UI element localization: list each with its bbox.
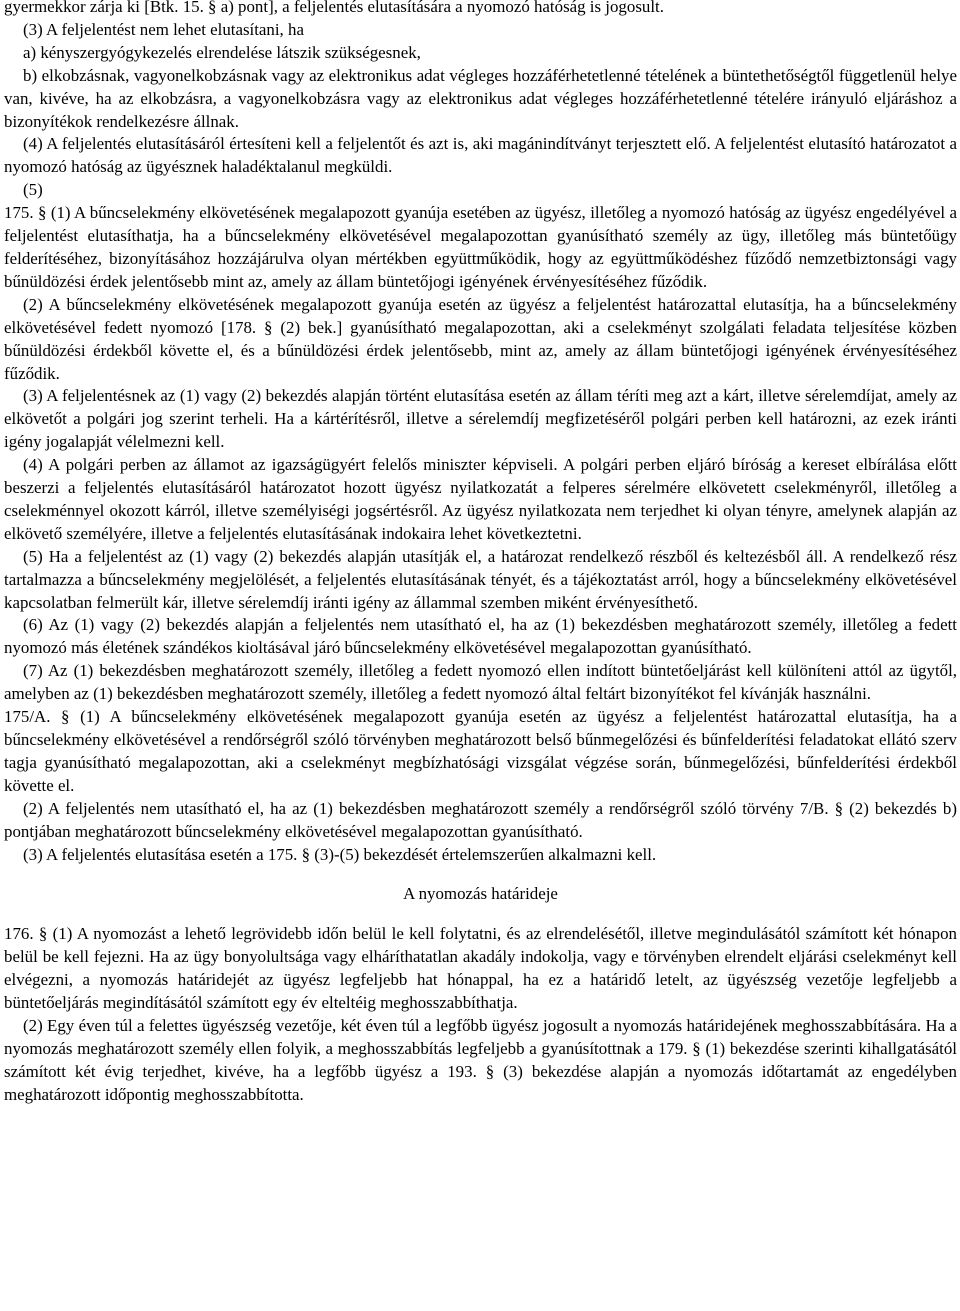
paragraph: gyermekkor zárja ki [Btk. 15. § a) pont], a feljelentés elutasítására a nyomozó hatóság is jogosult.	[4, 0, 664, 16]
paragraph: (6) Az (1) vagy (2) bekezdés alapján a feljelentés nem utasítható el, ha az (1) bekezdésben meghatározott személy, illetőleg a fedett nyomozó más életének szándékos kioltásával járó bűncselekmény elkövetésével megalapozottan gyanúsítható.	[4, 615, 957, 658]
paragraph: (2) Egy éven túl a felettes ügyészség vezetője, két éven túl a legfőbb ügyész jogosult a nyomozás határidejének meghosszabbítására. Ha a nyomozás meghatározott személy ellen folyik, a meghosszabbítás legfeljebb a gyanúsítottnak a 179. § (1) bekezdése szerinti kihallgatásától számított két évig terjedhet, kivéve, ha a legfőbb ügyész a 193. § (3) bekezdése alapján a nyomozás időtartamát az engedélyben meghatározott időpontig meghosszabbította.	[4, 1015, 957, 1104]
paragraph: (3) A feljelentést nem lehet elutasítani, ha	[23, 19, 304, 39]
paragraph: a) kényszergyógykezelés elrendelése látszik szükségesnek,	[23, 42, 421, 62]
section-body-before-heading	[4, 0, 957, 866]
paragraph: (4) A polgári perben az államot az igazságügyért felelős miniszter képviseli. A polgári perben eljáró bíróság a kereset elbírálása előtt beszerzi a feljelentés elutasításáról határozatot hozott ügyész nyilatkozatát a felperes sérelmére elkövetett cselekményről, illetőleg a cselekménnyel okozott kárról, illetve személyiségi jogsértésről. Az ügyész nyilatkozata nem terjedhet ki olyan tényre, amelynek alapján az elkövető személyére, illetve a feljelentés elutasításának indokaira lehet következtetni.	[4, 455, 957, 543]
paragraph: 175. § (1) A bűncselekmény elkövetésének megalapozott gyanúja esetében az ügyész, illetőleg a nyomozó hatóság az ügyész engedélyével a feljelentést elutasíthatja, ha a bűncselekmény elkövetésével megalapozottan gyanúsítható személy az ügy, illetőleg más büntetőügy felderítéséhez, bizonyításához hozzájárulva olyan mértékben együttműködik, hogy az együttműködéshez fűződő nemzetbiztonsági vagy bűnüldözési érdek jelentősebb mint az, amely az állam büntetőjogi igényének érvényesítéséhez fűződik.	[4, 203, 957, 291]
section-body-after-heading	[4, 923, 957, 1106]
section-heading: A nyomozás határideje	[403, 884, 558, 904]
paragraph: b) elkobzásnak, vagyonelkobzásnak vagy az elektronikus adat végleges hozzáférhetetlenné tételének a büntethetőségtől függetlenül helye van, kivéve, ha az elkobzásra, a vagyonelkobzásra vagy az elektronikus adat végleges hozzáférhetetlenné tételére irányuló eljáráshoz a bizonyítékok rendelkezésre állnak.	[4, 65, 957, 131]
paragraph: (3) A feljelentés elutasítása esetén a 175. § (3)-(5) bekezdését értelemszerűen alkalmazni kell.	[23, 844, 657, 864]
paragraph: (5) Ha a feljelentést az (1) vagy (2) bekezdés alapján utasítják el, a határozat rendelkező részből és keltezésből áll. A rendelkező rész tartalmazza a bűncselekmény megjelölését, a feljelentés elutasításának tényét, és a tájékoztatást arról, hogy a bűncselekmény elkövetésével kapcsolatban felmerült kár, illetve sérelemdíj iránti igény az állammal szemben miként érvényesíthető.	[4, 546, 957, 612]
paragraph: 176. § (1) A nyomozást a lehető legrövidebb időn belül le kell folytatni, és az elrendelésétől, illetve megindulásától számított két hónapon belül be kell fejezni. Ha az ügy bonyolultsága vagy elháríthatatlan akadály indokolja, vagy e törvényben elrendelt eljárási cselekményt kell elvégezni, a nyomozás határidejét az ügyész legfeljebb hat hónappal, ha ez a határidő letelt, az ügyészség vezetője legfeljebb a büntetőeljárás megindításától számított egy év elteltéig meghosszabbíthatja.	[4, 924, 957, 1013]
paragraph: (7) Az (1) bekezdésben meghatározott személy, illetőleg a fedett nyomozó ellen indított büntetőeljárást kell különíteni attól az ügytől, amelyben az (1) bekezdésben meghatározott személy, illetőleg a fedett nyomozó által feltárt bizonyítékot fel kívánják használni.	[4, 661, 957, 704]
paragraph: 175/A. § (1) A bűncselekmény elkövetésének megalapozott gyanúja esetén az ügyész a feljelentést határozattal elutasítja, ha a bűncselekmény elkövetésével a rendőrségről szóló törvényben meghatározott belső bűnmegelőzési és bűnfelderítési feladatokat ellátó szerv tagja gyanúsítható megalapozottan, aki a cselekményt megbízhatósági vizsgálat végzése során, bűnmegelőzési, bűnfelderítési érdekből követte el.	[4, 707, 957, 795]
paragraph: (4) A feljelentés elutasításáról értesíteni kell a feljelentőt és azt is, aki magánindítványt terjesztett elő. A feljelentést elutasító határozatot a nyomozó hatóság az ügyésznek haladéktalanul megküldi.	[4, 134, 957, 177]
paragraph: (3) A feljelentésnek az (1) vagy (2) bekezdés alapján történt elutasítása esetén az állam téríti meg azt a kárt, illetve sérelemdíjat, amely az elkövetőt a polgári jog szerint terheli. Ha a kártérítésről, illetve a sérelemdíj megfizetéséről polgári perben kell határozni, az ezek iránti igény jogalapját vélelmezni kell.	[4, 386, 957, 452]
paragraph: (2) A feljelentés nem utasítható el, ha az (1) bekezdésben meghatározott személy a rendőrségről szóló törvény 7/B. § (2) bekezdés b) pontjában meghatározott bűncselekmény elkövetésével megalapozottan gyanúsítható.	[4, 798, 957, 841]
paragraph: (2) A bűncselekmény elkövetésének megalapozott gyanúja esetén az ügyész a feljelentést határozattal elutasítja, ha a bűncselekmény elkövetésével fedett nyomozó [178. § (2) bek.] gyanúsítható megalapozottan, aki a cselekményt szolgálati feladata teljesítése közben bűnüldözési érdekből követte el, és a bűnüldözési érdek jelentősebb, mint az, amely az állam büntetőjogi igényének érvényesítéséhez fűződik.	[4, 294, 957, 383]
paragraph: (5)	[23, 180, 43, 200]
